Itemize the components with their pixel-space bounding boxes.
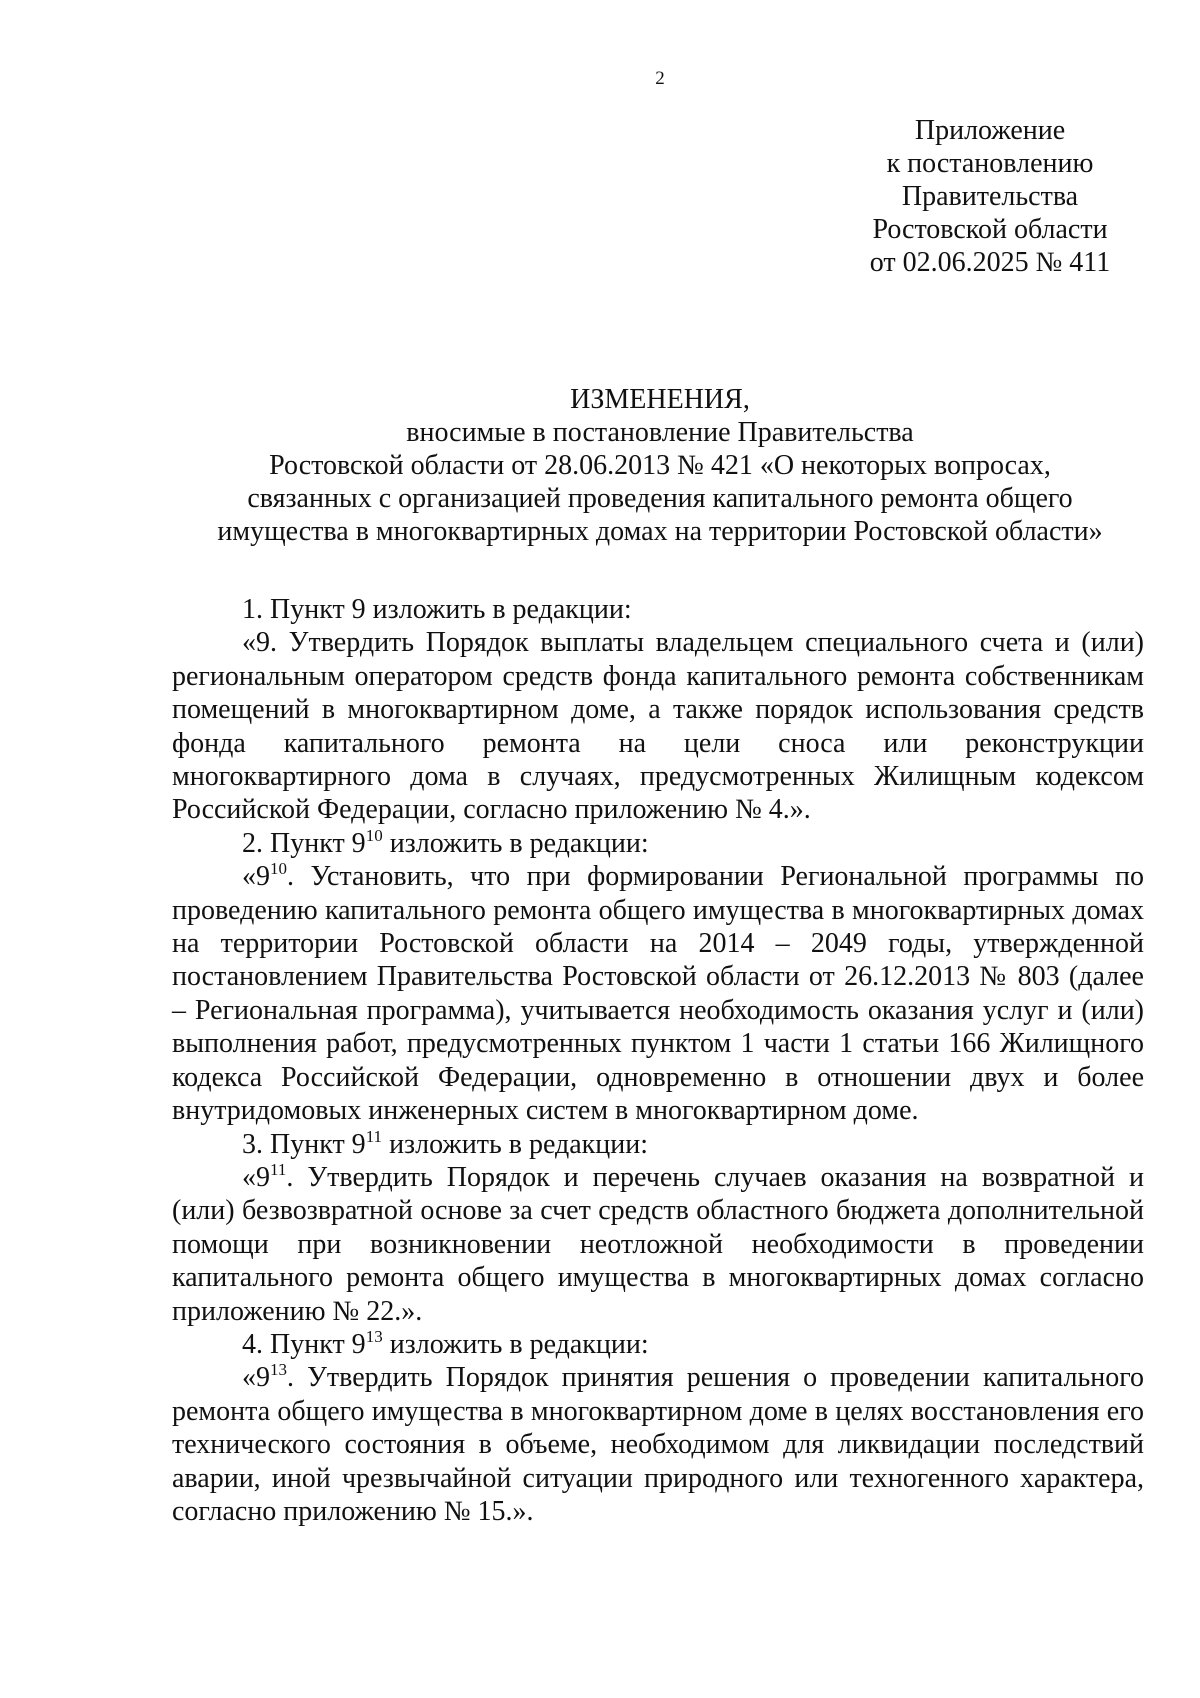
appendix-line: Приложение (914, 115, 1066, 146)
appendix-line: Ростовской области (872, 214, 1108, 245)
item-4-title-start: 4. Пункт 9 (242, 1328, 366, 1360)
item-3-text (172, 1161, 1144, 1328)
document-heading (160, 383, 1160, 548)
superscript: 11 (365, 1126, 383, 1146)
item-1-text: «9. Утвердить Порядок выплаты владельцем специального счета и (или) региональным оператором средств фонда капитального ремонта собственникам помещений в многоквартирном доме, а также порядок использования средств фонда капитального ремонта на цели сноса или реконструкции многоквартирного дома в случаях, предусмотренных Жилищным кодексом Российской Федерации, согласно приложению № 4.». (172, 627, 1144, 826)
appendix-line: Правительства (901, 181, 1079, 212)
item-3-title-start: 3. Пункт 9 (242, 1128, 366, 1160)
appendix-date: от 02.06.2025 № 411 (869, 247, 1111, 278)
heading-line: связанных с организацией проведения капитального ремонта общего (247, 483, 1073, 514)
superscript: 13 (365, 1326, 383, 1346)
appendix-block (850, 114, 1130, 279)
item-3-title (172, 1128, 1144, 1161)
item-2-title (172, 827, 1144, 860)
appendix-line: к постановлению (886, 148, 1094, 179)
superscript: 11 (270, 1159, 287, 1179)
item-2-text-start: «9 (242, 861, 270, 893)
item-1-title: 1. Пункт 9 изложить в редакции: (242, 594, 632, 625)
item-2-text-body: . Установить, что при формировании Региональной программы по проведению капитального ремонта общего имущества в многоквартирных домах на территории Ростовской области на 2014 – 2049 годы, утвержденной постановлением Правительства Ростовской области от 26.12.2013 № 803 (далее – Региональная программа), учитывается необходимость оказания услуг и (или) выполнения работ, предусмотренных пунктом 1 части 1 статьи 166 Жилищного кодекса Российской Федерации, одновременно в отношении двух и более внутридомовых инженерных систем в многоквартирном доме. (172, 861, 1144, 1127)
heading-line: вносимые в постановление Правительства (406, 417, 914, 448)
item-3-text-body: . Утвердить Порядок и перечень случаев оказания на возвратной и (или) безвозвратной основе за счет средств областного бюджета дополнительной помощи при возникновении неотложной необходимости в проведении капитального ремонта общего имущества в многоквартирных домах согласно приложению № 22.». (172, 1161, 1144, 1327)
heading-line: Ростовской области от 28.06.2013 № 421 «О некоторых вопросах, (269, 450, 1051, 481)
item-3-title-end: изложить в редакции: (382, 1128, 649, 1160)
document-body (172, 593, 1144, 1528)
superscript: 10 (365, 825, 383, 845)
page-number: 2 (655, 68, 665, 89)
item-4-text-body: . Утвердить Порядок принятия решения о проведении капитального ремонта общего имущества в многоквартирном доме в целях восстановления его технического состояния в объеме, необходимом для ликвидации последствий аварии, иной чрезвычайной ситуации природного или техногенного характера, согласно приложению № 15.». (172, 1362, 1144, 1527)
item-4-title (172, 1328, 1144, 1361)
item-2-text (172, 860, 1144, 1127)
item-4-text (172, 1361, 1144, 1528)
superscript: 10 (270, 859, 287, 879)
item-2-title-start: 2. Пункт 9 (242, 827, 366, 859)
heading-line: имущества в многоквартирных домах на территории Ростовской области» (217, 516, 1103, 547)
item-4-title-end: изложить в редакции: (382, 1328, 649, 1360)
item-4-text-start: «9 (242, 1362, 270, 1394)
superscript: 13 (270, 1360, 287, 1380)
item-3-text-start: «9 (242, 1161, 270, 1193)
heading-title: ИЗМЕНЕНИЯ, (570, 384, 750, 415)
item-2-title-end: изложить в редакции: (382, 827, 649, 859)
